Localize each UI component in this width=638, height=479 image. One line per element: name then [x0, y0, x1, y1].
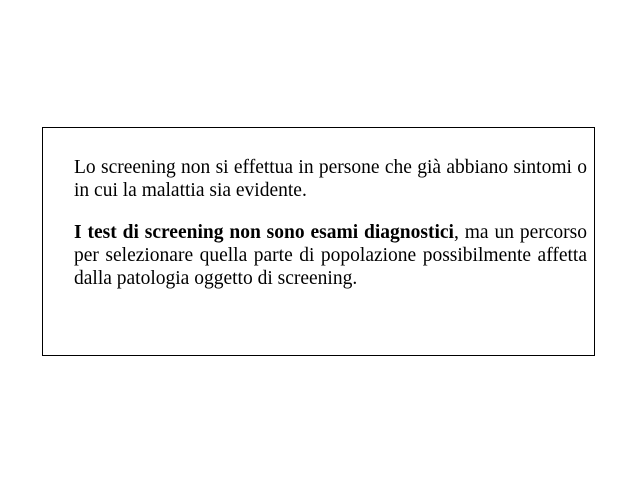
- text-content: [74, 156, 587, 290]
- bold-statement: I test di screening non sono esami diagnostici: [74, 222, 454, 243]
- text-box: [42, 127, 595, 356]
- paragraph-screening-definition: Lo screening non si effettua in persone che già abbiano sintomi o in cui la malattia sia evidente.: [74, 157, 587, 201]
- paragraph-continuation: , ma un percorso per selezionare quella parte di popolazione possibilmente affetta dalla patologia oggetto di screening.: [74, 222, 587, 289]
- paragraph-screening-purpose: [74, 221, 587, 290]
